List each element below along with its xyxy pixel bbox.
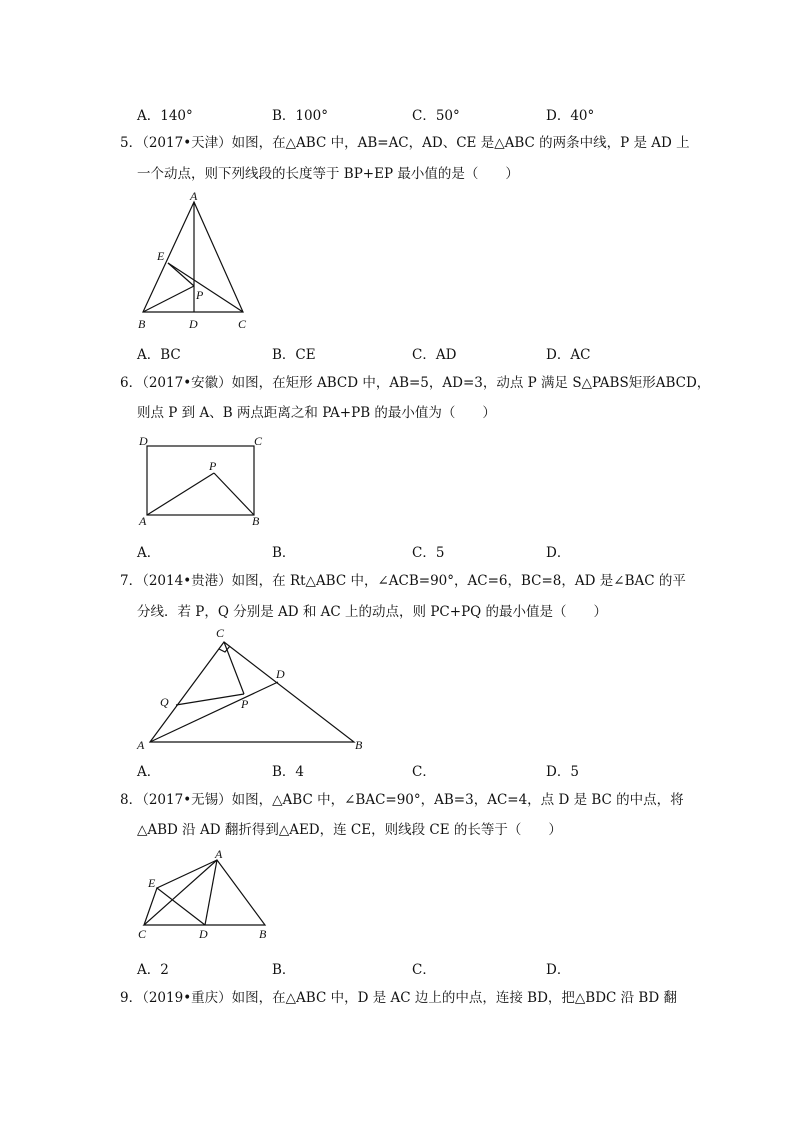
q7-label-d: D xyxy=(276,667,285,681)
q6-label-d: D xyxy=(139,434,148,448)
q8-option-d: D． xyxy=(546,962,571,978)
q8-label-b: B xyxy=(259,927,267,941)
q8-option-c: C． xyxy=(412,962,436,978)
q7-label-c: C xyxy=(216,626,225,640)
q8-label-c: C xyxy=(138,927,147,941)
q6-option-b: B． xyxy=(272,545,296,561)
q5-label-e: E xyxy=(157,249,165,263)
q7-text-line2: 分线．若 P，Q 分别是 AD 和 AC 上的动点，则 PC+PQ 的最小值是（ ） xyxy=(137,604,608,620)
q6-option-c: C．5 xyxy=(412,545,445,561)
q5-option-c: C．AD xyxy=(412,347,457,363)
q6-figure xyxy=(130,430,270,530)
q7-label-b: B xyxy=(355,738,363,752)
q5-option-b: B．CE xyxy=(272,347,316,363)
q5-label-a: A xyxy=(190,189,198,203)
q6-option-a: A． xyxy=(137,545,161,561)
q8-label-a: A xyxy=(215,847,223,861)
q8-text-line2: △ABD 沿 AD 翻折得到△AED，连 CE，则线段 CE 的长等于（ ） xyxy=(137,822,562,838)
q9-text-line1: 9．（2019•重庆）如图，在△ABC 中，D 是 AC 边上的中点，连接 BD，把△BDC 沿 BD 翻 xyxy=(120,990,677,1006)
q4-option-d: D．40° xyxy=(546,108,595,124)
q6-label-c: C xyxy=(254,434,263,448)
q8-text-line1: 8．（2017•无锡）如图，△ABC 中，∠BAC=90°，AB=3，AC=4，点 D 是 BC 的中点，将 xyxy=(120,792,684,808)
q6-label-b: B xyxy=(252,514,260,528)
q5-label-b: B xyxy=(138,317,146,331)
q8-option-a: A．2 xyxy=(137,962,169,978)
q5-label-p: P xyxy=(196,288,204,302)
q5-option-d: D．AC xyxy=(546,347,591,363)
q8-figure xyxy=(130,845,280,943)
q5-label-c: C xyxy=(238,317,247,331)
q5-figure xyxy=(130,188,260,336)
q5-text-line2: 一个动点，则下列线段的长度等于 BP+EP 最小值的是（ ） xyxy=(137,166,519,182)
q6-text-line2: 则点 P 到 A、B 两点距离之和 PA+PB 的最小值为（ ） xyxy=(137,405,496,421)
q7-option-a: A． xyxy=(137,764,161,780)
q8-label-d: D xyxy=(199,927,208,941)
q6-text-line1: 6．（2017•安徽）如图，在矩形 ABCD 中，AB=5，AD=3，动点 P 满足 S△PABS矩形ABCD， xyxy=(120,375,711,391)
q8-option-b: B． xyxy=(272,962,296,978)
q7-label-q: Q xyxy=(160,695,169,709)
q7-option-c: C． xyxy=(412,764,436,780)
q5-option-a: A．BC xyxy=(137,347,181,363)
q4-option-a: A．140° xyxy=(137,108,193,124)
q6-option-d: D． xyxy=(546,545,571,561)
q7-option-d: D．5 xyxy=(546,764,579,780)
q6-label-a: A xyxy=(139,514,147,528)
q7-figure xyxy=(130,622,380,754)
q7-text-line1: 7．（2014•贵港）如图，在 Rt△ABC 中，∠ACB=90°，AC=6，BC=8，AD 是∠BAC 的平 xyxy=(120,573,686,589)
q6-label-p: P xyxy=(209,459,217,473)
q5-label-d: D xyxy=(189,317,198,331)
q7-label-a: A xyxy=(137,738,145,752)
q7-option-b: B．4 xyxy=(272,764,305,780)
q5-text-line1: 5．（2017•天津）如图，在△ABC 中，AB=AC，AD、CE 是△ABC 的两条中线，P 是 AD 上 xyxy=(120,135,690,151)
q7-label-p: P xyxy=(241,697,249,711)
q4-option-b: B．100° xyxy=(272,108,328,124)
q8-label-e: E xyxy=(148,876,156,890)
q4-option-c: C．50° xyxy=(412,108,460,124)
